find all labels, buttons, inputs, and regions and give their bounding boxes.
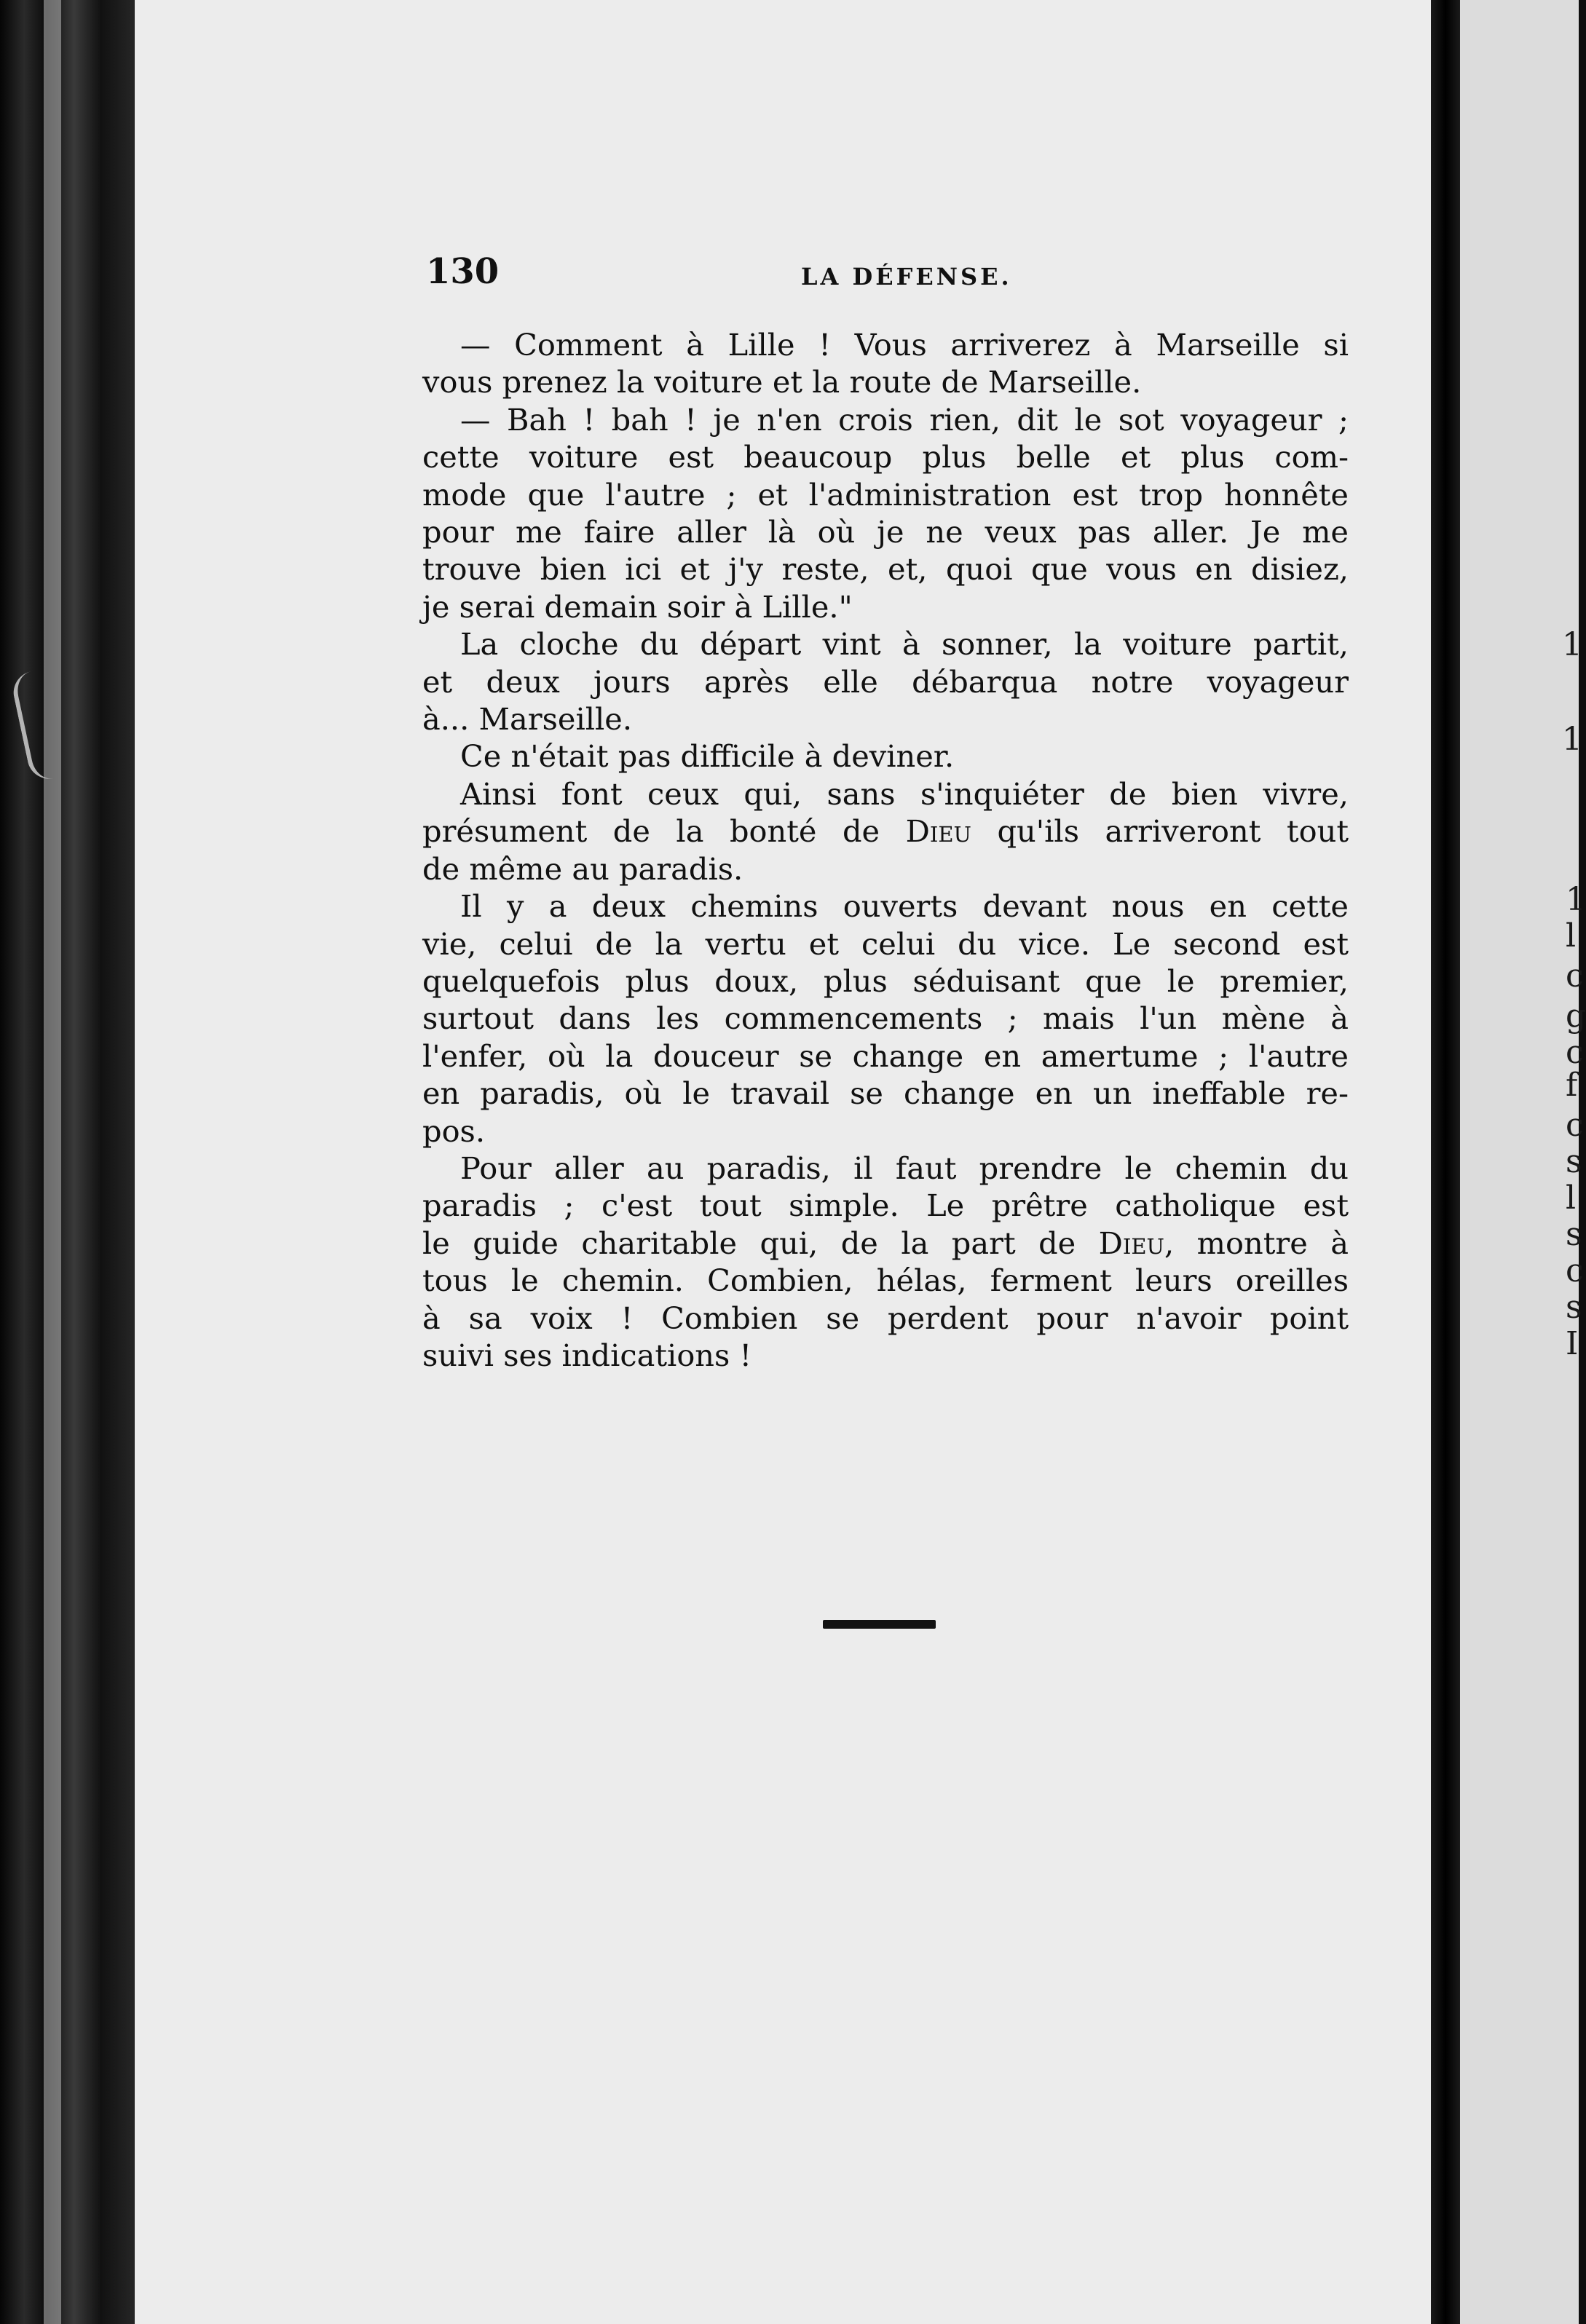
facing-page-char: 1 (1562, 626, 1582, 663)
text-line: trouve bien ici et j'y reste, et, quoi que vous en disiez, (422, 551, 1349, 588)
binding-stripe (44, 0, 61, 2324)
text-line: mode que l'autre ; et l'administration est trop honnête (422, 476, 1349, 513)
text-line: et deux jours après elle débarqua notre voyageur (422, 663, 1349, 700)
text-line: La cloche du départ vint à sonner, la voiture partit, (460, 626, 1349, 663)
text-line: cette voiture est beaucoup plus belle et plus com- (422, 439, 1349, 475)
text-line: Pour aller au paradis, il faut prendre le chemin du (460, 1150, 1349, 1186)
page-gutter (1431, 0, 1460, 2324)
text-line: Ainsi font ceux qui, sans s'inquiéter de bien vivre, (460, 775, 1349, 812)
text-line: je serai demain soir à Lille." (422, 588, 853, 625)
text-line: présument de la bonté de Dieu qu'ils arriveront tout (422, 813, 1349, 850)
text-line: Il y a deux chemins ouverts devant nous en cette (460, 888, 1349, 925)
text-line: tous le chemin. Combien, hélas, ferment leurs oreilles (422, 1262, 1349, 1299)
facing-page-char: f (1566, 1067, 1578, 1104)
text-line: — Bah ! bah ! je n'en crois rien, dit le sot voyageur ; (460, 401, 1349, 438)
text-line: vie, celui de la vertu et celui du vice. Le second est (422, 925, 1349, 962)
body-text (422, 326, 1349, 1374)
page-number: 130 (426, 251, 500, 292)
facing-page-char: c (1566, 1107, 1584, 1144)
facing-page-char: s (1566, 1216, 1582, 1253)
facing-page-char: l (1566, 917, 1577, 954)
facing-page-char: c (1566, 957, 1584, 995)
facing-page-char: c (1566, 1034, 1584, 1071)
text-line: à sa voix ! Combien se perdent pour n'avoir point (422, 1300, 1349, 1336)
running-head (426, 251, 1351, 295)
text-line: pos. (422, 1112, 486, 1149)
text-line: — Comment à Lille ! Vous arriverez à Marseille si (460, 327, 1349, 363)
facing-page-char: 1 (1566, 881, 1586, 918)
text-line: de même au paradis. (422, 850, 743, 887)
end-rule (823, 1620, 936, 1629)
facing-page-char: g (1566, 997, 1586, 1035)
text-line: paradis ; c'est tout simple. Le prêtre catholique est (422, 1187, 1349, 1224)
book-binding (0, 0, 135, 2324)
next-page-edge (1460, 0, 1586, 2324)
text-line: en paradis, où le travail se change en un ineffable re- (422, 1075, 1349, 1112)
facing-page-char: 1 (1562, 721, 1582, 758)
text-line: surtout dans les commencements ; mais l'un mène à (422, 1000, 1349, 1037)
text-line: pour me faire aller là où je ne veux pas aller. Je me (422, 514, 1349, 550)
text-line: suivi ses indications ! (422, 1337, 752, 1373)
text-line: l'enfer, où la douceur se change en amertume ; l'autre (422, 1038, 1349, 1074)
text-line: à... Marseille. (422, 701, 633, 738)
facing-page-char: s (1566, 1143, 1582, 1180)
facing-page-char: c (1566, 1252, 1584, 1289)
facing-page-char: s (1566, 1289, 1582, 1326)
text-line: quelquefois plus doux, plus séduisant que le premier, (422, 963, 1349, 999)
facing-page-char: I (1566, 1325, 1579, 1362)
binding-mark (9, 666, 79, 783)
text-line: le guide charitable qui, de la part de Dieu, montre à (422, 1225, 1349, 1261)
facing-page-char: l (1566, 1179, 1577, 1217)
running-title: LA DÉFENSE. (801, 263, 1012, 290)
text-line: vous prenez la voiture et la route de Marseille. (422, 364, 1142, 400)
text-line: Ce n'était pas difficile à deviner. (460, 738, 955, 775)
